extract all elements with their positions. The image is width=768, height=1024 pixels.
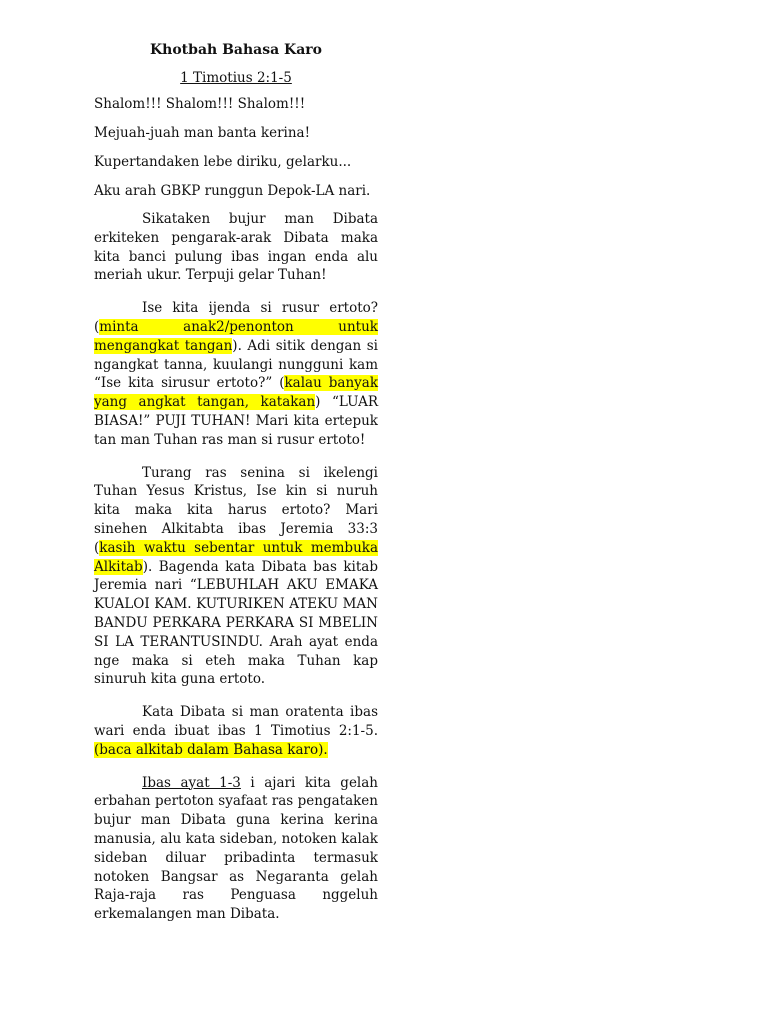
- paragraph-text: Turang ras senina si ikelengi Tuhan Yesus Kristus, Ise kin si nuruh kita maka kita harus ertoto? Mari sinehen Alkitabta ibas Jeremia 33:3 (: [94, 464, 378, 556]
- paragraph-jeremiah: [94, 464, 378, 690]
- highlighted-instruction: minta anak2/penonton untuk mengangkat tangan: [94, 318, 378, 354]
- highlighted-instruction: kalau banyak yang angkat tangan, katakan: [94, 375, 378, 411]
- greeting-mejuah: Mejuah-juah man banta kerina!: [94, 125, 311, 141]
- paragraph-text: Ise kita ijenda si rusur ertoto? (: [94, 300, 378, 335]
- greeting-shalom: Shalom!!! Shalom!!! Shalom!!!: [94, 96, 306, 112]
- scripture-reference: 1 Timotius 2:1-5: [180, 70, 292, 86]
- paragraph-thanksgiving: Sikataken bujur man Dibata erkiteken pengarak-arak Dibata maka kita banci pulung ibas ingan enda alu meriah ukur. Terpuji gelar Tuhan!: [94, 211, 378, 284]
- paragraph-prayer-question: [94, 299, 378, 449]
- document-page: [94, 40, 378, 938]
- paragraph-text: Kata Dibata si man oratenta ibas wari enda ibuat ibas 1 Timotius 2:1-5.: [94, 704, 378, 739]
- paragraph-text: ). Adi sitik dengan si ngangkat tanna, kuulangi nungguni kam “Ise kita sirusur ertoto?” (: [94, 337, 378, 392]
- paragraph-text: ). Bagenda kata Dibata bas kitab Jeremia nari “LEBUHLAH AKU EMAKA KUALOI KAM. KUTURIKEN ATEKU MAN BANDU PERKARA PERKARA SI MBELIN SI LA TERANTUSINDU. Arah ayat enda nge maka si eteh maka Tuhan kap sinuruh kita guna ertoto.: [94, 558, 378, 688]
- greeting-introduction: Kupertandaken lebe diriku, gelarku...: [94, 154, 352, 170]
- paragraph-text: i ajari kita gelah erbahan pertoton syafaat ras pengataken bujur man Dibata guna kerina kerina manusia, alu kata sideban, notoken kalak sideban diluar pribadinta termasuk notoken Bangsar as Negaranta gelah Raja-raja ras Penguasa nggeluh erkemalangen man Dibata.: [94, 774, 378, 923]
- underlined-verse-reference: Ibas ayat 1-3: [142, 774, 241, 791]
- paragraph-text: ) “LUAR BIASA!” PUJI TUHAN! Mari kita ertepuk tan man Tuhan ras man si rusur ertoto!: [94, 394, 378, 448]
- paragraph-verses-1-3: [94, 774, 378, 924]
- paragraph-timothy: [94, 703, 378, 759]
- highlighted-instruction: kasih waktu sebentar untuk membuka Alkitab: [94, 539, 378, 575]
- highlighted-instruction: (baca alkitab dalam Bahasa karo).: [94, 741, 328, 758]
- document-title: Khotbah Bahasa Karo: [150, 42, 322, 58]
- greeting-origin: Aku arah GBKP runggun Depok-LA nari.: [94, 183, 371, 199]
